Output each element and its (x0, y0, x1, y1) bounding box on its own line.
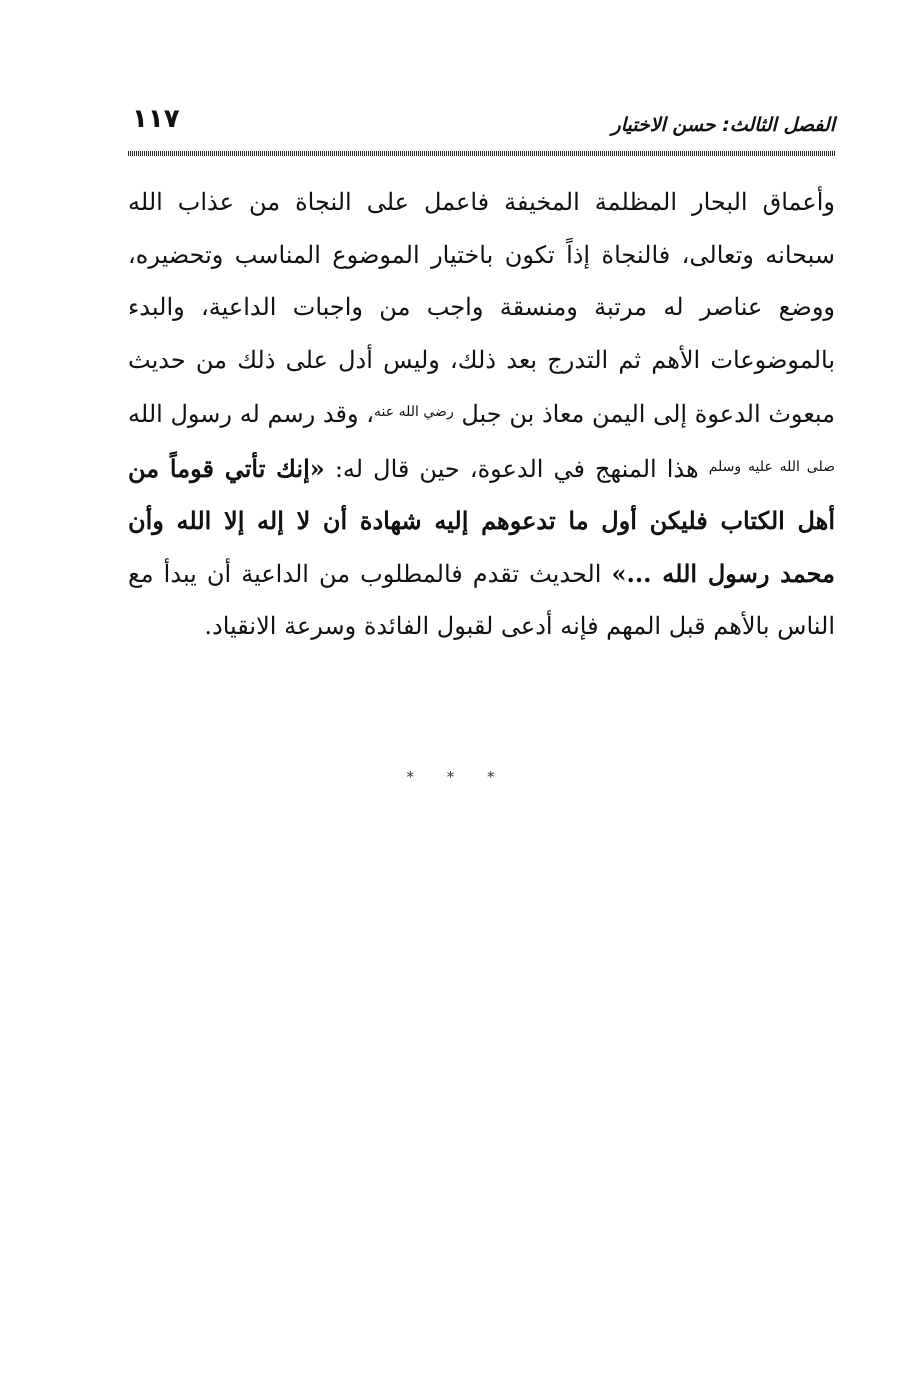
running-title: الفصل الثالث: حسن الاختيار (611, 114, 835, 136)
honorific-companion: رضي الله عنه (374, 404, 454, 420)
page-number: ١١٧ (132, 104, 180, 134)
text-segment: هذا المنهج في الدعوة، حين قال له: (324, 454, 709, 483)
hadith-quote: «إنك تأتي قوماً من أهل الكتاب فليكن أول ما تدعوهم إليه شهادة أن لا إله إلا الله وأن محمد رسول الله ...» (128, 453, 835, 588)
header-rule (128, 151, 835, 156)
honorific-prophet: صلى الله عليه وسلم (708, 458, 835, 475)
text-segment: وأعماق البحار المظلمة المخيفة فاعمل على النجاة من عذاب الله سبحانه وتعالى، فالنجاة إذاً تكون باختيار الموضوع المناسب وتحضيره، ووضع عناصر له مرتبة ومنسقة واجب من واجبات الداعية، والبدء بالموضوعات الأهم ثم التدرج بعد ذلك، وليس أدل على ذلك من حديث مبعوث الدعوة إلى اليمن معاذ بن جبل (128, 188, 836, 428)
body-text (128, 176, 835, 653)
text-segment: ، وقد رسم له رسول الله (128, 400, 374, 428)
text-segment: الحديث تقدم فالمطلوب من الداعية أن يبدأ مع الناس بالأهم قبل المهم فإنه أدعى لقبول الفائدة وسرعة الانقياد. (128, 559, 835, 640)
paragraph (128, 176, 835, 653)
page-header (128, 104, 835, 148)
section-separator: * * * (406, 768, 509, 786)
